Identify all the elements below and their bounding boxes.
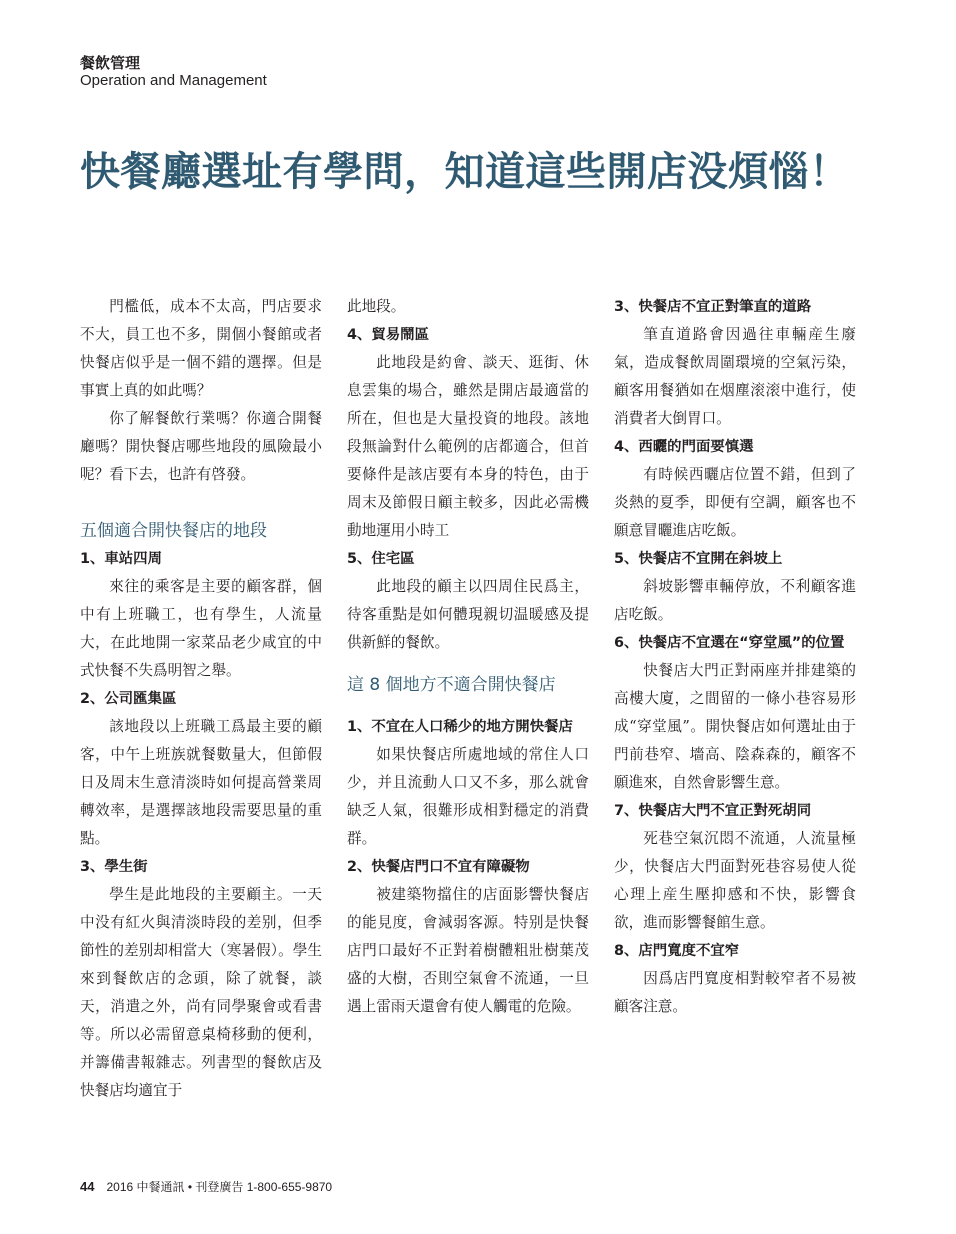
article-column-3 (614, 293, 856, 1021)
section-heading: 五個適合開快餐店的地段 (80, 521, 267, 541)
intro-paragraph: 你了解餐飲行業嗎？你適合開餐廳嗎？開快餐店哪些地段的風險最小呢？看下去，也許有啓發。 (80, 410, 322, 483)
subheading: 4、貿易鬧區 (347, 327, 429, 343)
subheading: 6、快餐店不宜選在“穿堂風”的位置 (614, 635, 845, 651)
body-paragraph: 因爲店門寬度相對較窄者不易被顧客注意。 (614, 970, 856, 1015)
body-paragraph: 被建築物擋住的店面影響快餐店的能見度，會減弱客源。特别是快餐店門口最好不正對着樹體粗壯樹葉茂盛的大樹，否則空氣會不流通，一旦遇上雷雨天還會有使人觸電的危險。 (347, 886, 589, 1015)
article-column-2 (347, 293, 589, 1021)
body-paragraph: 來往的乘客是主要的顧客群，個中有上班職工，也有學生，人流量大，在此地開一家菜品老少咸宜的中式快餐不失爲明智之舉。 (80, 578, 322, 679)
body-paragraph: 學生是此地段的主要顧主。一天中没有紅火與清淡時段的差别，但季節性的差别却相當大（寒暑假）。學生來到餐飲店的念頭，除了就餐，談天，消遣之外，尚有同學聚會或看書等。所以必需留意桌椅移動的便利，并籌備書報雜志。列書型的餐飲店及快餐店均適宜于 (80, 886, 322, 1099)
subheading: 5、住宅區 (347, 551, 415, 567)
page-footer (80, 1178, 332, 1195)
subheading: 7、快餐店大門不宜正對死胡同 (614, 803, 812, 819)
article-title: 快餐廳選址有學問，知道這些開店没煩惱！ (80, 148, 850, 195)
section-subtitle: Operation and Management (80, 72, 267, 89)
page-number: 44 (80, 1179, 95, 1194)
section-heading: 這 8 個地方不適合開快餐店 (347, 675, 556, 695)
body-paragraph: 此地段的顧主以四周住民爲主，待客重點是如何體現親切温暖感及提供新鮮的餐飲。 (347, 578, 589, 651)
subheading: 3、快餐店不宜正對筆直的道路 (614, 299, 812, 315)
subheading: 8、店門寬度不宜窄 (614, 943, 740, 959)
article-column-1 (80, 293, 322, 1105)
body-paragraph: 死巷空氣沉悶不流通，人流量極少，快餐店大門面對死巷容易使人從心理上産生壓抑感和不快，影響食欲，進而影響餐館生意。 (614, 830, 856, 931)
body-paragraph: 筆直道路會因過往車輛産生廢氣，造成餐飲周圍環境的空氣污染，顧客用餐猶如在烟塵滚滚中進行，使消費者大倒胃口。 (614, 326, 856, 427)
body-paragraph: 該地段以上班職工爲最主要的顧客，中午上班族就餐數量大，但節假日及周末生意清淡時如何提高營業周轉效率，是選擇該地段需要思量的重點。 (80, 718, 322, 847)
body-paragraph: 如果快餐店所處地域的常住人口少，并且流動人口又不多，那么就會缺乏人氣，很難形成相對穩定的消費群。 (347, 746, 589, 847)
footer-text: 2016 中餐通訊 • 刊登廣告 1-800-655-9870 (106, 1180, 333, 1194)
subheading: 1、不宜在人口稀少的地方開快餐店 (347, 719, 573, 735)
subheading: 3、學生街 (80, 859, 148, 875)
body-paragraph: 快餐店大門正對兩座并排建築的高樓大廈，之間留的一條小巷容易形成“穿堂風”。開快餐店如何選址由于門前巷窄、墻高、陰森森的，顧客不願進來，自然會影響生意。 (614, 662, 856, 791)
body-paragraph: 斜坡影響車輛停放，不利顧客進店吃飯。 (614, 578, 856, 623)
subheading: 2、快餐店門口不宜有障礙物 (347, 859, 530, 875)
body-paragraph: 此地段是約會、談天、逛街、休息雲集的場合，雖然是開店最適當的所在，但也是大量投資的地段。該地段無論對什么範例的店都適合，但首要條件是該店要有本身的特色，由于周末及節假日顧主較多，因此必需機動地運用小時工 (347, 354, 589, 539)
body-paragraph-continued: 此地段。 (347, 298, 406, 315)
subheading: 1、車站四周 (80, 551, 162, 567)
intro-paragraph: 門檻低，成本不太高，門店要求不大，員工也不多，開個小餐館或者快餐店似乎是一個不錯的選擇。但是事實上真的如此嗎？ (80, 298, 322, 399)
subheading: 5、快餐店不宜開在斜坡上 (614, 551, 783, 567)
subheading: 2、公司匯集區 (80, 691, 177, 707)
section-category: 餐飲管理 (80, 54, 141, 72)
subheading: 4、西曬的門面要慎選 (614, 439, 754, 455)
body-paragraph: 有時候西曬店位置不錯，但到了炎熱的夏季，即便有空調，顧客也不願意冒曬進店吃飯。 (614, 466, 856, 539)
